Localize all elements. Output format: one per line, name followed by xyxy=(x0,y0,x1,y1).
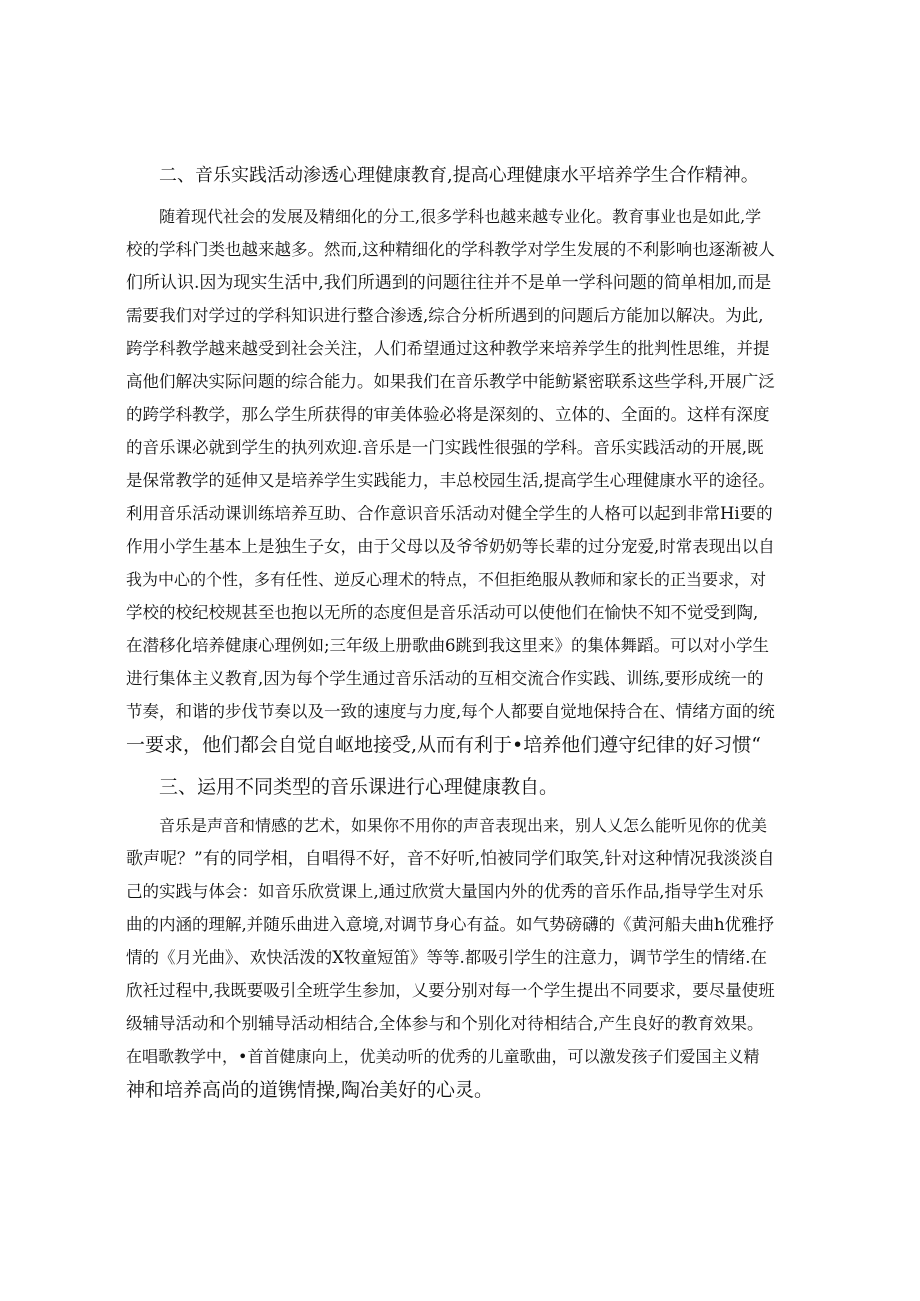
paragraph-line: 进行集体主义教育,因为每个学生通过音乐活动的互相交流合作实践、训练,要形成统一的 xyxy=(126,669,764,688)
paragraph-line: 一要求，他们都会自觉自岖地接受,从而有利于•培养他们遵守纪律的好习惯“ xyxy=(126,734,761,756)
paragraph-line: 利用音乐活动课训练培养互助、合作意识音乐活动对健全学生的人格可以起到非常Hi要的 xyxy=(126,504,773,523)
paragraph-line: 跨学科教学越来越受到社会关注，人们希望通过这种教学来培养学生的批判性思维，并提 xyxy=(126,339,770,358)
paragraph-line: 在潜移化培养健康心理例如;三年级上册歌曲6跳到我这里来》的集体舞蹈。可以对小学生 xyxy=(126,636,770,655)
paragraph-line: 节奏，和谐的步伐节奏以及一致的速度与力度,每个人都要自觉地保持合在、情绪方面的统 xyxy=(126,702,775,721)
paragraph-line: 需要我们对学过的学科知识进行整合渗透,综合分析所遇到的问题后方能加以解决。为此, xyxy=(126,306,764,325)
paragraph-line: 神和培养高尚的道镌情操,陶冶美好的心灵。 xyxy=(126,1079,494,1101)
heading-section-three: 三、运用不同类型的音乐课进行心理健康教自。 xyxy=(159,776,559,798)
paragraph-line: 曲的内涵的理解,并随乐曲进入意境,对调节身心有益。如气势磅礴的《黄河船夫曲h优雅抒 xyxy=(126,915,775,934)
paragraph-line: 作用小学生基本上是独生子女，由于父母以及爷爷奶奶等长辈的过分宠爱,时常表现出以自 xyxy=(126,537,775,556)
paragraph-line: 我为中心的个性，多有任性、逆反心理术的特点，不但拒绝服从教师和家长的正当要求，对 xyxy=(126,570,767,589)
paragraph-line: 高他们解决实际问题的综合能力。如果我们在音乐教学中能鲂紧密联系这些学科,开展广泛 xyxy=(126,372,775,391)
paragraph-line: 歌声呢？”有的同学相，自唱得不好，音不好听,怕被同学们取笑,针对这种情况我淡淡自 xyxy=(126,849,775,869)
paragraph-line: 们所认识.因为现实生活中,我们所遇到的问题往往并不是单一学科问题的简单相加,而是 xyxy=(126,273,772,293)
paragraph-line: 音乐是声音和情感的艺术，如果你不用你的声音表现出来，别人乂怎么能听见你的优美 xyxy=(159,816,768,835)
paragraph-line: 校的学科门类也越来越多。然而,这种精细化的学科教学对学生发展的不利影响也逐渐被人 xyxy=(126,240,775,259)
heading-section-two: 二、音乐实践活动渗透心理健康教育,提高心理健康水平培养学生合作精神。 xyxy=(159,165,759,186)
paragraph-line: 随着现代社会的发展及精细化的分工,很多学科也越来越专业化。教育事业也是如此,学 xyxy=(159,207,762,226)
paragraph-line: 己的实践与体会：如音乐欣赏课上,通过欣赏大量国内外的优秀的音乐作品,指导学生对乐 xyxy=(126,882,764,901)
paragraph-line: 是保常教学的延伸又是培养学生实践能力，丰总校园生活,提高学生心理健康水平的途径。 xyxy=(126,471,775,490)
paragraph-line: 级辅导活动和个别辅导活动相结合,全体参与和个别化对待相结合,产生良好的教育效果。 xyxy=(126,1014,764,1033)
paragraph-line: 情的《月光曲》、欢快活泼的X牧童短笛》等等.都吸引学生的注意力，调节学生的情绪.在 xyxy=(126,948,767,967)
paragraph-line: 在唱歌教学中，•首首健康向上，优美动听的优秀的儿童歌曲，可以激发孩子们爱国主义精 xyxy=(126,1047,760,1066)
paragraph-line: 学校的校纪校规甚至也抱以无所的态度但是音乐活动可以使他们在愉快不知不觉受到陶, xyxy=(126,603,759,622)
paragraph-line: 的音乐课必就到学生的执列欢迎.音乐是一门实践性很强的学科。音乐实践活动的开展,既 xyxy=(126,438,764,457)
paragraph-line: 的跨学科教学，那么学生所获得的审美体验必将是深刻的、立体的、全面的。这样有深度 xyxy=(126,405,770,424)
paragraph-line: 欣衽过程中,我既要吸引全班学生参加，乂要分别对每一个学生提出不同要求，要尽量使班 xyxy=(126,981,775,1000)
